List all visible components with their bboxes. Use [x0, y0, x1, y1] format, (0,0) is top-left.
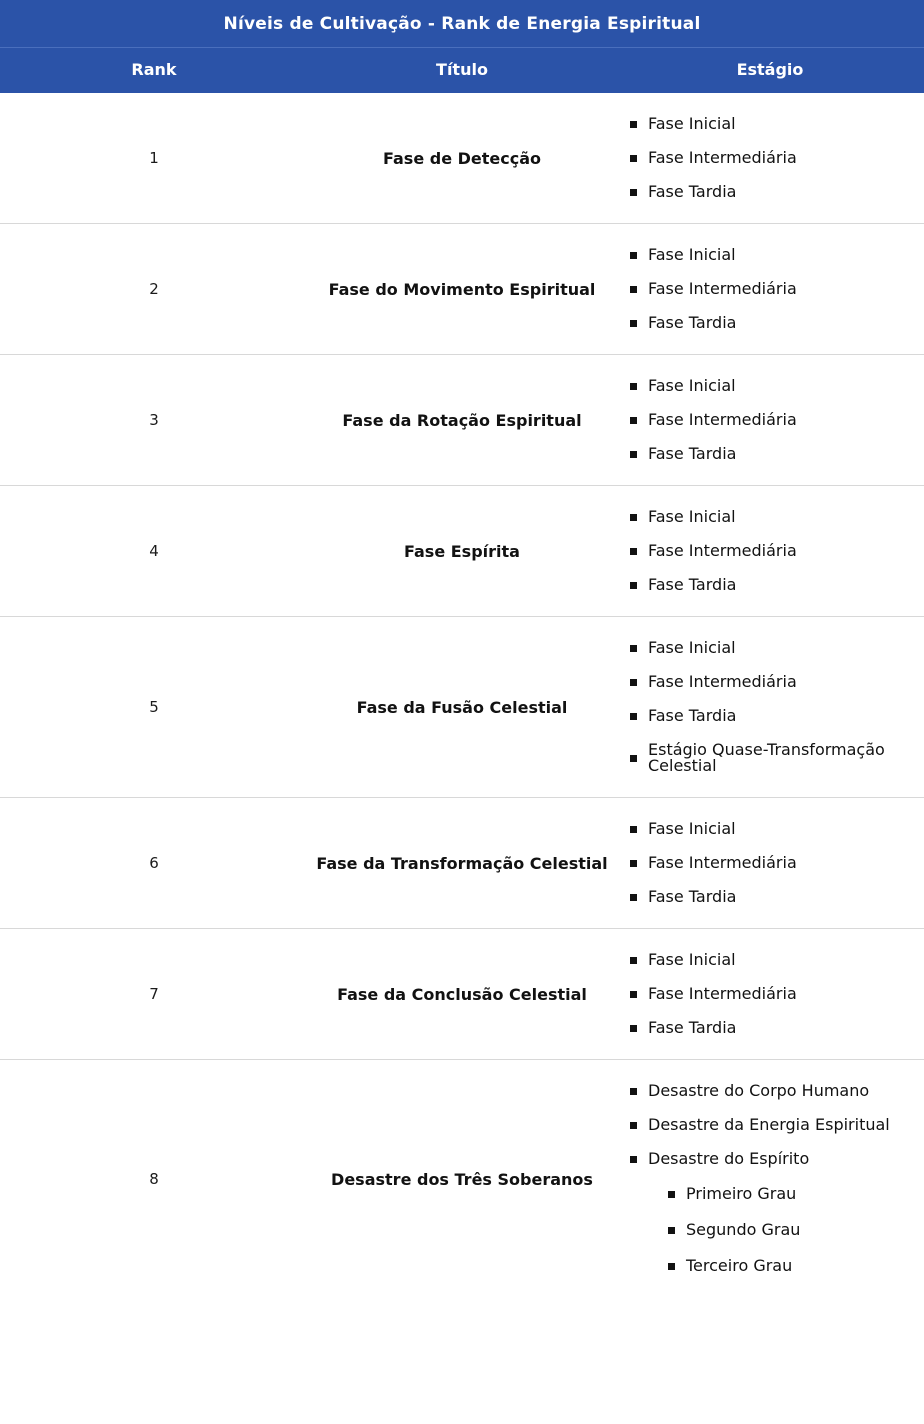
table-row	[0, 1060, 924, 1299]
table-title: Níveis de Cultivação - Rank de Energia Espiritual	[0, 0, 924, 48]
title-value: Fase do Movimento Espiritual	[328, 279, 596, 299]
title-value: Fase da Fusão Celestial	[356, 697, 568, 717]
list-item: Fase Tardia	[626, 568, 918, 602]
list-item: Fase Tardia	[626, 306, 918, 340]
table-row	[0, 93, 924, 224]
rank-value: 2	[149, 280, 159, 298]
table-row	[0, 355, 924, 486]
list-item: Fase Intermediária	[626, 272, 918, 306]
list-item: Segundo Grau	[664, 1212, 918, 1248]
stage-value	[616, 929, 924, 1060]
list-item: Fase Inicial	[626, 943, 918, 977]
stage-value	[616, 355, 924, 486]
title-value: Fase Espírita	[404, 541, 520, 561]
stage-value	[616, 93, 924, 224]
list-item: Desastre do Espírito	[626, 1142, 918, 1176]
list-item: Fase Inicial	[626, 812, 918, 846]
list-item: Fase Intermediária	[626, 141, 918, 175]
stage-list	[616, 369, 918, 471]
list-item: Fase Tardia	[626, 1011, 918, 1045]
list-item: Fase Intermediária	[626, 403, 918, 437]
table-row	[0, 486, 924, 617]
list-item: Primeiro Grau	[664, 1176, 918, 1212]
table-row	[0, 224, 924, 355]
stage-value	[616, 798, 924, 929]
stage-list	[616, 1074, 918, 1176]
table-row	[0, 798, 924, 929]
rank-value: 4	[149, 542, 159, 560]
stage-value	[616, 486, 924, 617]
stage-list	[616, 107, 918, 209]
list-item: Fase Tardia	[626, 699, 918, 733]
rank-value: 6	[149, 854, 159, 872]
list-item: Fase Inicial	[626, 238, 918, 272]
list-item: Fase Tardia	[626, 437, 918, 471]
list-item: Fase Tardia	[626, 880, 918, 914]
list-item: Fase Intermediária	[626, 665, 918, 699]
table-body	[0, 93, 924, 1298]
rank-value: 1	[149, 149, 159, 167]
list-item: Fase Intermediária	[626, 977, 918, 1011]
stage-value	[616, 1060, 924, 1299]
list-item: Fase Inicial	[626, 369, 918, 403]
table-row	[0, 929, 924, 1060]
column-header-title: Título	[308, 48, 616, 94]
stage-list	[616, 943, 918, 1045]
list-item: Fase Inicial	[626, 500, 918, 534]
rank-value: 5	[149, 698, 159, 716]
stage-value	[616, 224, 924, 355]
table-row	[0, 617, 924, 798]
table-title-row	[0, 0, 924, 48]
list-item: Estágio Quase-Transformação Celestial	[626, 733, 918, 783]
list-item: Fase Intermediária	[626, 846, 918, 880]
title-value: Fase da Rotação Espiritual	[342, 410, 582, 430]
list-item: Terceiro Grau	[664, 1248, 918, 1284]
list-item: Desastre do Corpo Humano	[626, 1074, 918, 1108]
list-item: Desastre da Energia Espiritual	[626, 1108, 918, 1142]
column-header-stage: Estágio	[616, 48, 924, 94]
sub-stage-list	[616, 1176, 918, 1284]
column-header-rank: Rank	[0, 48, 308, 94]
rank-value: 8	[149, 1170, 159, 1188]
table-column-header-row	[0, 48, 924, 94]
title-value: Desastre dos Três Soberanos	[331, 1169, 593, 1189]
table-header	[0, 0, 924, 93]
rank-value: 3	[149, 411, 159, 429]
title-value: Fase de Detecção	[383, 148, 541, 168]
list-item: Fase Inicial	[626, 107, 918, 141]
rank-value: 7	[149, 985, 159, 1003]
title-value: Fase da Conclusão Celestial	[337, 984, 587, 1004]
stage-list	[616, 812, 918, 914]
list-item: Fase Tardia	[626, 175, 918, 209]
stage-list	[616, 500, 918, 602]
list-item: Fase Inicial	[626, 631, 918, 665]
title-value: Fase da Transformação Celestial	[316, 853, 608, 873]
stage-value	[616, 617, 924, 798]
stage-list	[616, 238, 918, 340]
stage-list	[616, 631, 918, 783]
list-item: Fase Intermediária	[626, 534, 918, 568]
